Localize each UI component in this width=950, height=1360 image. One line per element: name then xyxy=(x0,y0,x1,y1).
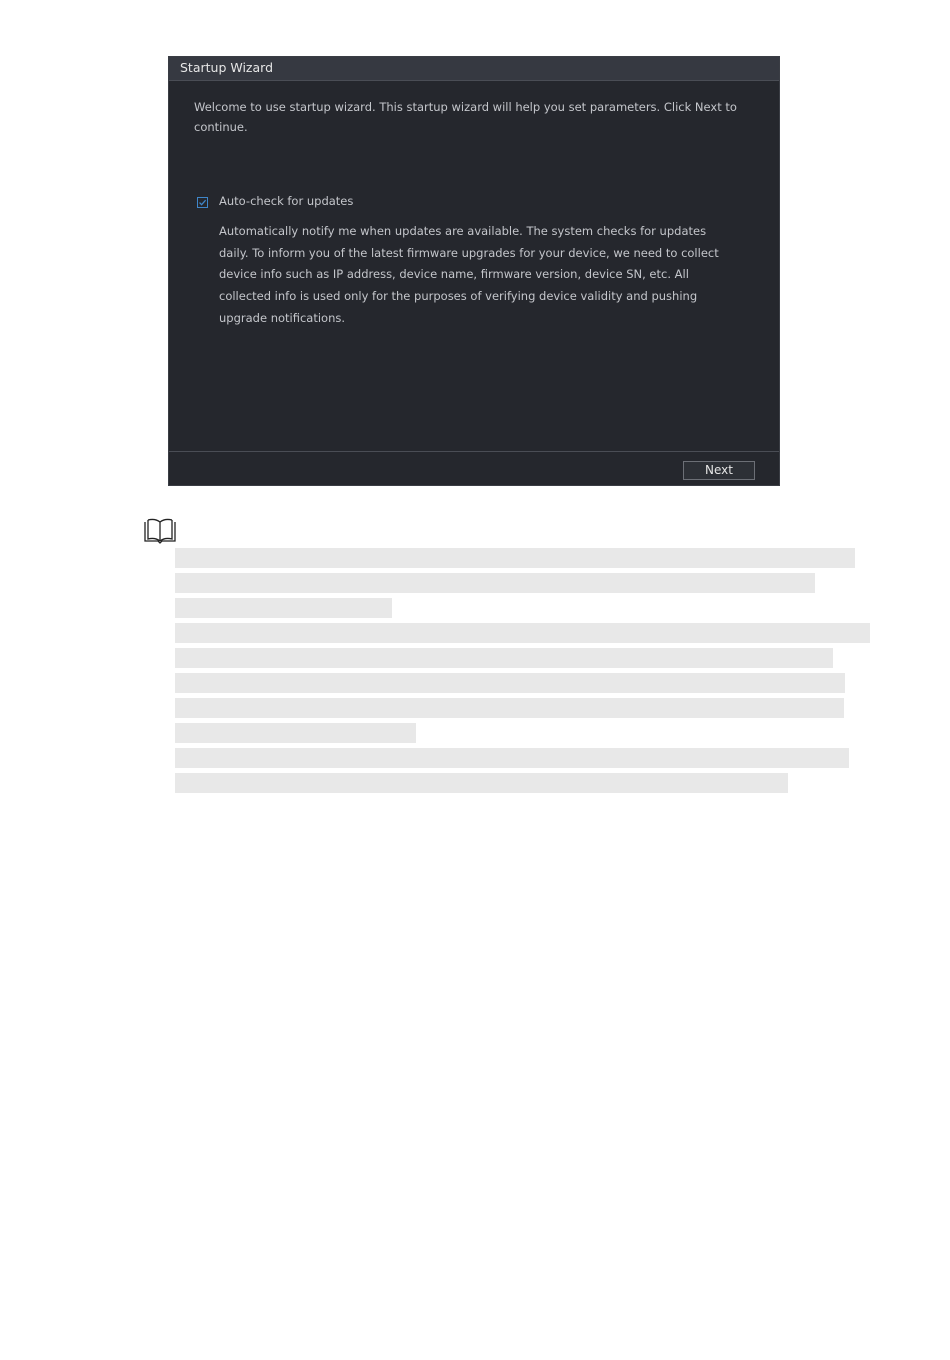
redacted-note-line xyxy=(175,598,392,618)
redacted-note-line xyxy=(175,648,833,668)
intro-text: Welcome to use startup wizard. This startup wizard will help you set parameters. Click Next to continue. xyxy=(194,100,737,134)
redacted-note-line xyxy=(175,723,416,743)
redacted-note-line xyxy=(175,673,845,693)
redacted-note-line xyxy=(175,748,849,768)
redacted-note-line xyxy=(175,698,844,718)
checkmark-icon xyxy=(198,198,207,207)
redacted-note-line xyxy=(175,573,815,593)
auto-check-updates-label[interactable]: Auto-check for updates xyxy=(219,194,354,208)
redacted-note-line xyxy=(175,548,855,568)
book-icon xyxy=(142,518,178,546)
redacted-note-line xyxy=(175,623,870,643)
auto-check-updates-checkbox[interactable] xyxy=(197,197,208,208)
footer-divider xyxy=(169,451,779,452)
redacted-note-line xyxy=(175,773,788,793)
next-button[interactable]: Next xyxy=(683,461,755,480)
dialog-title: Startup Wizard xyxy=(180,60,273,75)
auto-check-description: Automatically notify me when updates are available. The system checks for updates daily. To inform you of the latest firmware upgrades for your device, we need to collect device info such as IP address, device name, firmware version, device SN, etc. All collected info is used only for the purposes of verifying device validity and pushing upgrade notifications. xyxy=(219,224,719,325)
startup-wizard-dialog xyxy=(168,56,780,486)
dialog-titlebar xyxy=(169,57,779,81)
